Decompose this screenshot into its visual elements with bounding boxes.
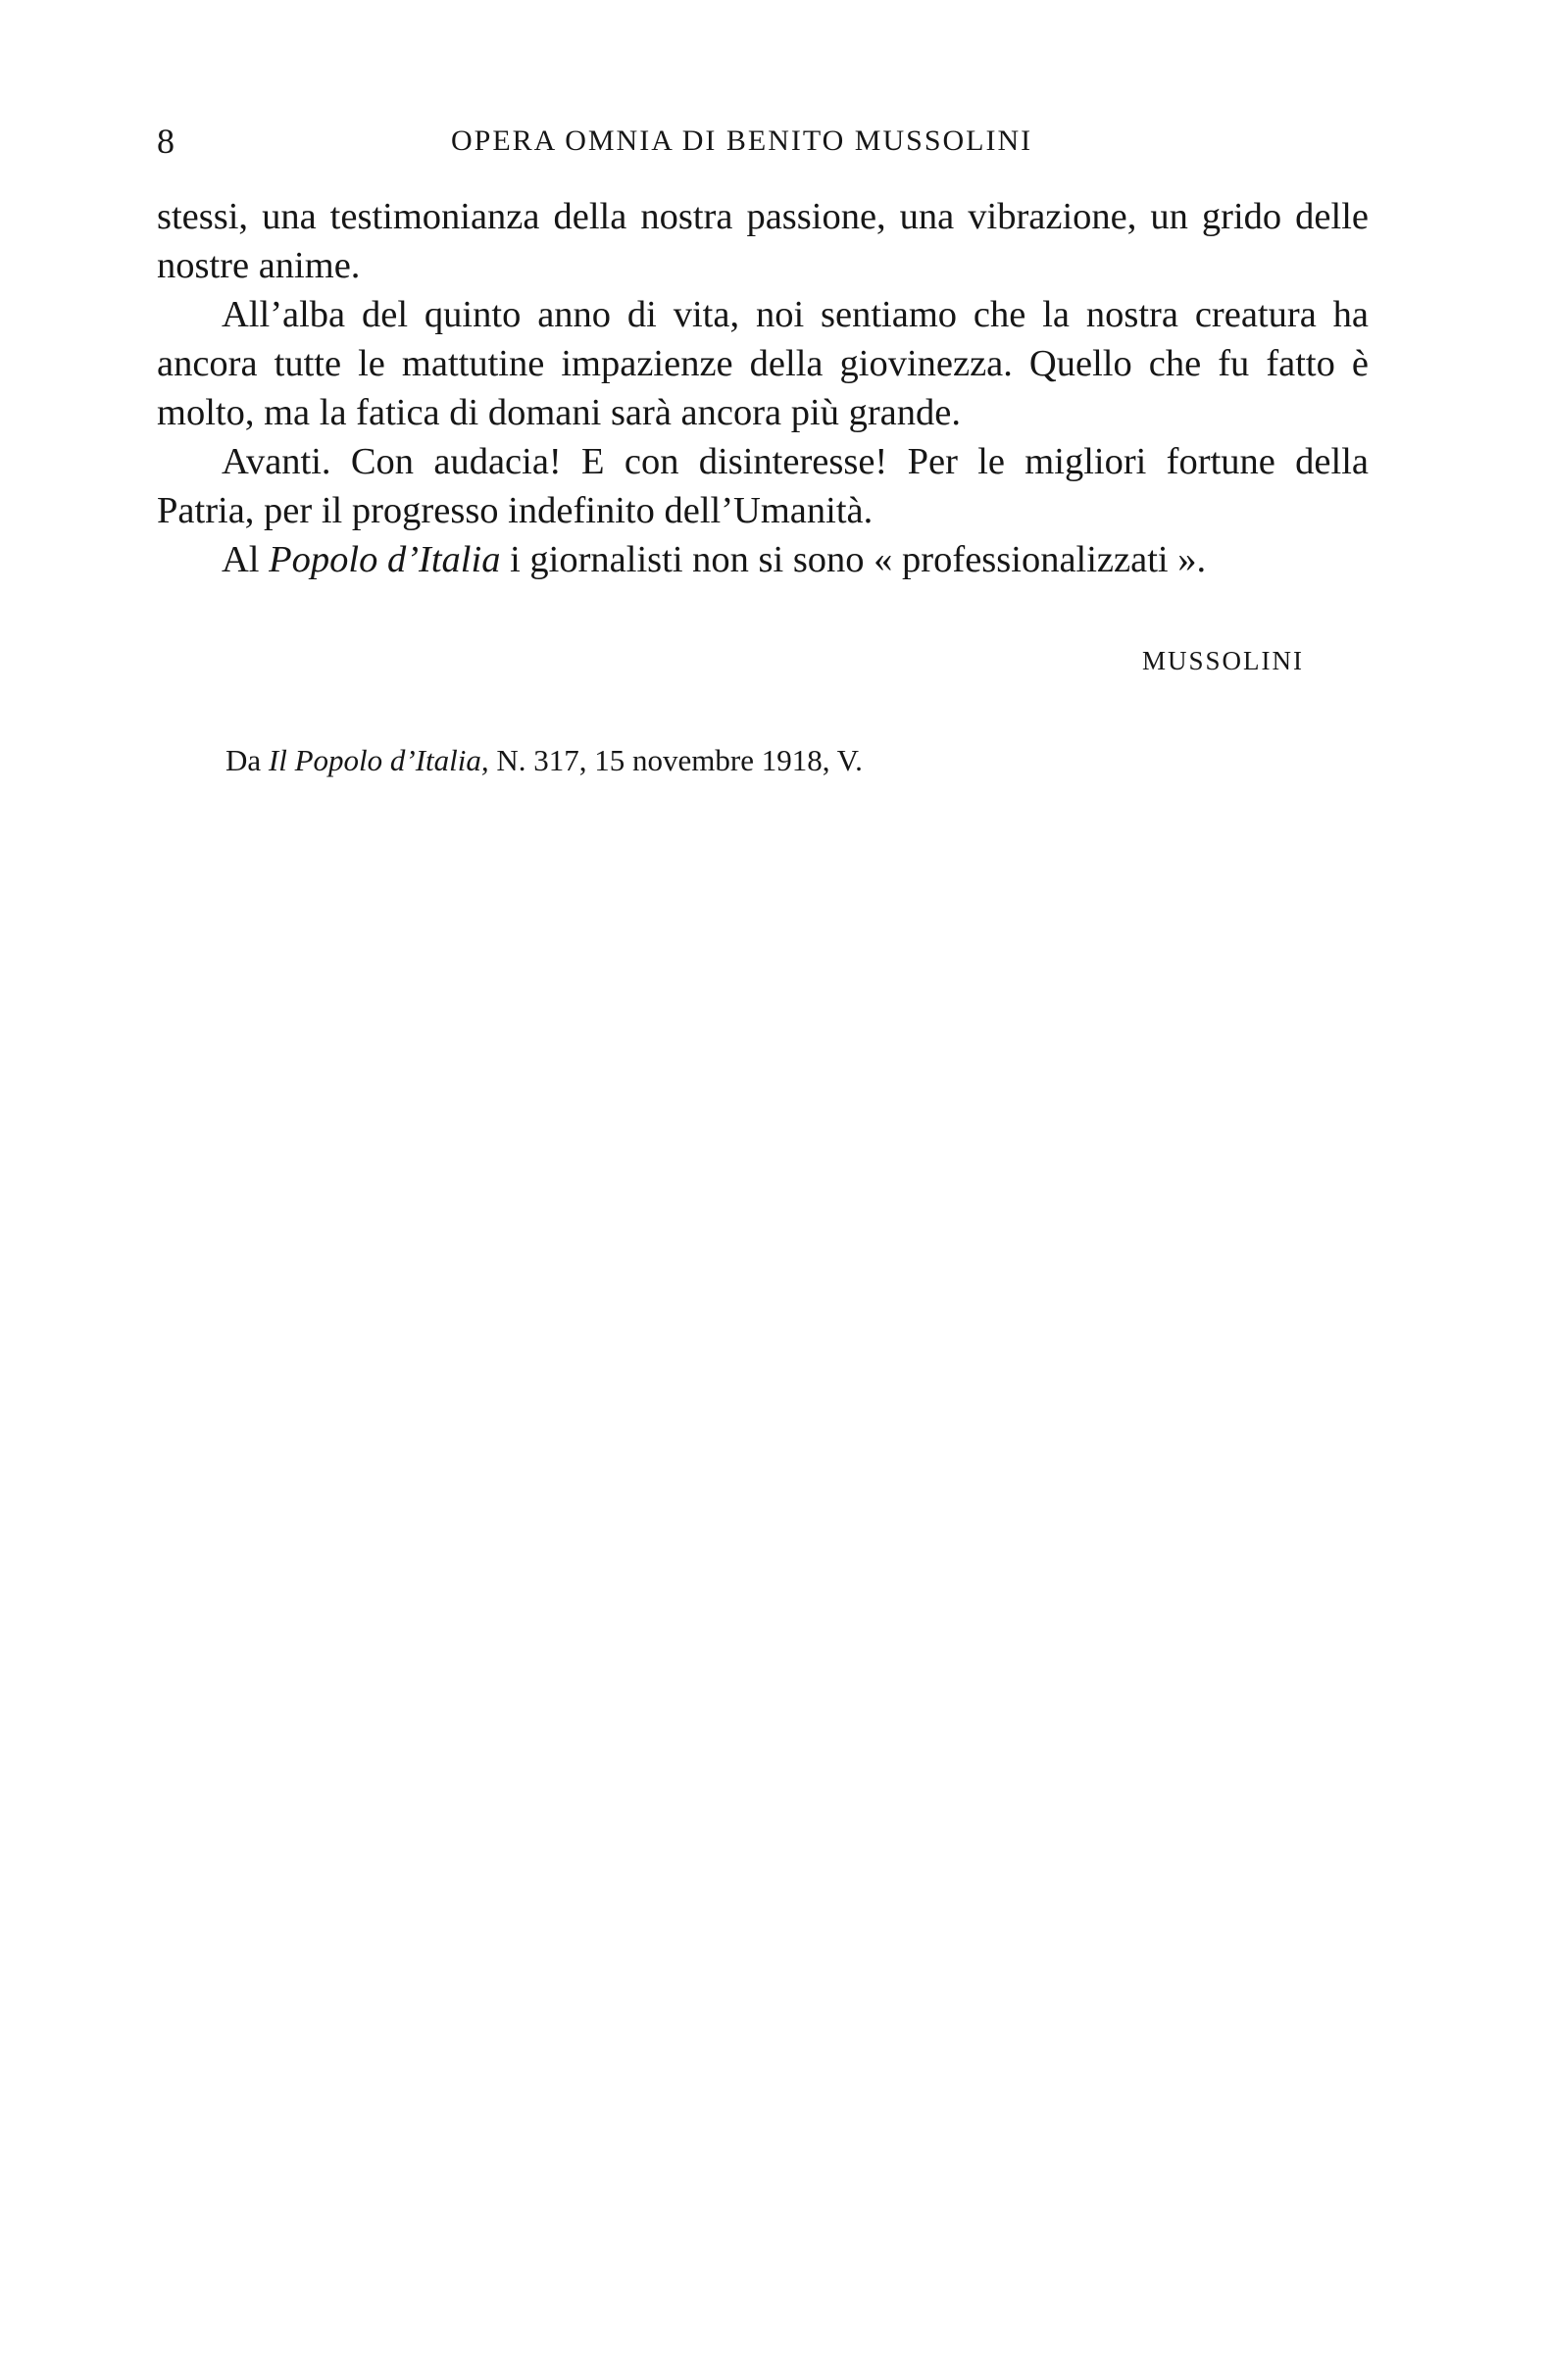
page-number: 8 — [157, 122, 175, 161]
newspaper-title: Popolo d’Italia — [269, 539, 501, 580]
paragraph: Avanti. Con audacia! E con disinteresse! Per le migliori fortune della Patria, per il progresso indefinito dell’Umanità. — [157, 441, 1369, 531]
paragraph: All’alba del quinto anno di vita, noi sentiamo che la nostra creatura ha ancora tutte le mattutine impazienze della giovinezza. Quello che fu fatto è molto, ma la fatica di domani sarà ancora più grande. — [157, 294, 1369, 433]
running-head — [157, 118, 1369, 165]
paragraph-lead: Al — [222, 539, 270, 580]
source-publication: Il Popolo d’Italia, — [268, 743, 489, 777]
body-text — [157, 192, 1369, 584]
running-title: OPERA OMNIA DI BENITO MUSSOLINI — [451, 124, 1033, 157]
source-prefix: Da — [225, 743, 269, 777]
paragraph — [157, 535, 1369, 584]
author-signature: MUSSOLINI — [1141, 646, 1304, 675]
source-citation — [225, 739, 863, 782]
paragraph-continuation: stessi, una testimonianza della nostra passione, una vibrazione, un grido delle nostre anime. — [157, 196, 1369, 286]
paragraph-rest: i giornalisti non si sono « professionalizzati ». — [500, 539, 1207, 580]
source-details: N. 317, 15 novembre 1918, V. — [488, 743, 863, 777]
